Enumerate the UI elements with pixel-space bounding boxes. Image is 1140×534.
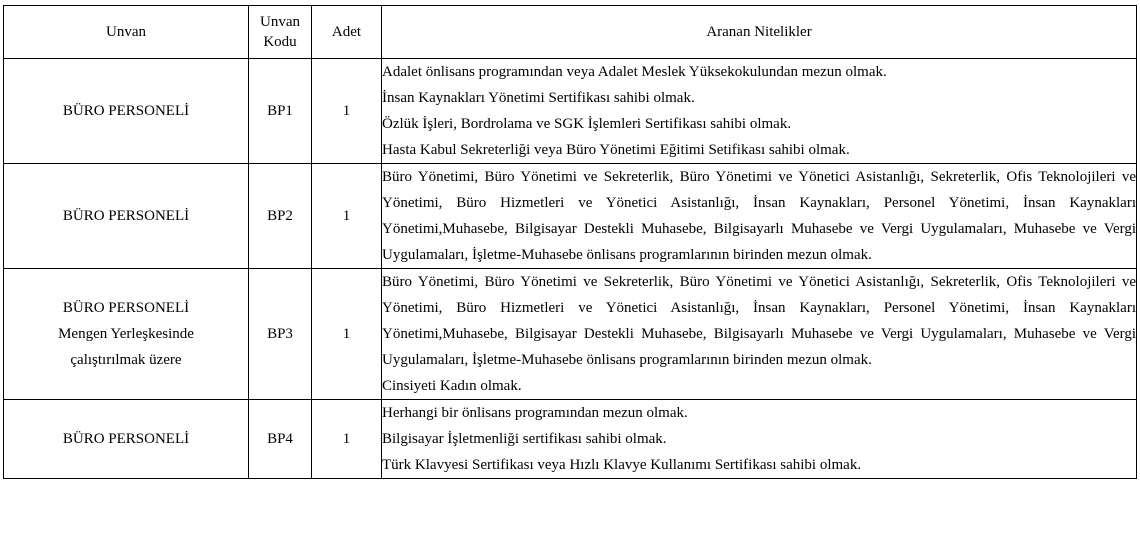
header-code	[249, 6, 312, 59]
qualification-item: Büro Yönetimi, Büro Yönetimi ve Sekreterlik, Büro Yönetimi ve Yönetici Asistanlığı, Sekreterlik, Ofis Teknolojileri ve Yönetimi, Büro Hizmetleri ve Yönetici Asistanlığı, İnsan Kaynakları, Personel Yönetimi, İnsan Kaynakları Yönetimi,Muhasebe, Bilgisayar Destekli Muhasebe, Bilgisayarlı Muhasebe ve Vergi Uygulamaları, Muhasebe ve Vergi Uygulamaları, İşletme-Muhasebe önlisans programlarının birinden mezun olmak.	[382, 169, 1136, 263]
qualification-item: Herhangi bir önlisans programından mezun olmak.	[382, 405, 688, 421]
row-title-cell	[4, 400, 249, 479]
row-title-cell	[4, 164, 249, 269]
job-positions-table	[3, 5, 1137, 479]
qualification-item: Özlük İşleri, Bordrolama ve SGK İşlemleri Sertifikası sahibi olmak.	[382, 116, 792, 132]
row-code: BP2	[249, 164, 312, 269]
qualification-item: Adalet önlisans programından veya Adalet Meslek Yüksekokulundan mezun olmak.	[382, 64, 887, 80]
row-title: BÜRO PERSONELİ	[62, 208, 190, 224]
row-qualifications	[382, 400, 1137, 479]
row-title: BÜRO PERSONELİ	[62, 300, 190, 316]
row-title-cell	[4, 269, 249, 400]
row-title-cell	[4, 59, 249, 164]
qualification-item: Bilgisayar İşletmenliği sertifikası sahibi olmak.	[382, 431, 667, 447]
row-qualifications	[382, 269, 1137, 400]
qualification-item: Hasta Kabul Sekreterliği veya Büro Yönetimi Eğitimi Setifikası sahibi olmak.	[382, 142, 850, 158]
qualification-item: İnsan Kaynakları Yönetimi Sertifikası sahibi olmak.	[382, 90, 695, 106]
header-row	[4, 6, 1137, 59]
row-title: BÜRO PERSONELİ	[62, 431, 190, 447]
table-row	[4, 164, 1137, 269]
table-row	[4, 269, 1137, 400]
row-count: 1	[312, 59, 382, 164]
header-code-line2: Kodu	[263, 34, 297, 50]
table-row	[4, 59, 1137, 164]
header-code-line1: Unvan	[260, 14, 300, 30]
row-count: 1	[312, 164, 382, 269]
header-qualifications: Aranan Nitelikler	[382, 6, 1137, 59]
qualification-item: Türk Klavyesi Sertifikası veya Hızlı Klavye Kullanımı Sertifikası sahibi olmak.	[382, 457, 862, 473]
row-count: 1	[312, 400, 382, 479]
table-row	[4, 400, 1137, 479]
row-count: 1	[312, 269, 382, 400]
qualification-item: Büro Yönetimi, Büro Yönetimi ve Sekreterlik, Büro Yönetimi ve Yönetici Asistanlığı, Sekreterlik, Ofis Teknolojileri ve Yönetimi, Büro Hizmetleri ve Yönetici Asistanlığı, İnsan Kaynakları, Personel Yönetimi, İnsan Kaynakları Yönetimi,Muhasebe, Bilgisayar Destekli Muhasebe, Bilgisayarlı Muhasebe ve Vergi Uygulamaları, Muhasebe ve Vergi Uygulamaları, İşletme-Muhasebe önlisans programlarının birinden mezun olmak.	[382, 274, 1136, 368]
row-qualifications	[382, 59, 1137, 164]
qualification-item: Cinsiyeti Kadın olmak.	[382, 378, 522, 394]
row-title: BÜRO PERSONELİ	[62, 103, 190, 119]
row-title-note: çalıştırılmak üzere	[70, 352, 182, 368]
row-code: BP1	[249, 59, 312, 164]
row-code: BP3	[249, 269, 312, 400]
row-qualifications	[382, 164, 1137, 269]
row-title-note: Mengen Yerleşkesinde	[58, 326, 194, 342]
row-code: BP4	[249, 400, 312, 479]
header-count: Adet	[312, 6, 382, 59]
header-title: Unvan	[4, 6, 249, 59]
table-body	[4, 59, 1137, 479]
